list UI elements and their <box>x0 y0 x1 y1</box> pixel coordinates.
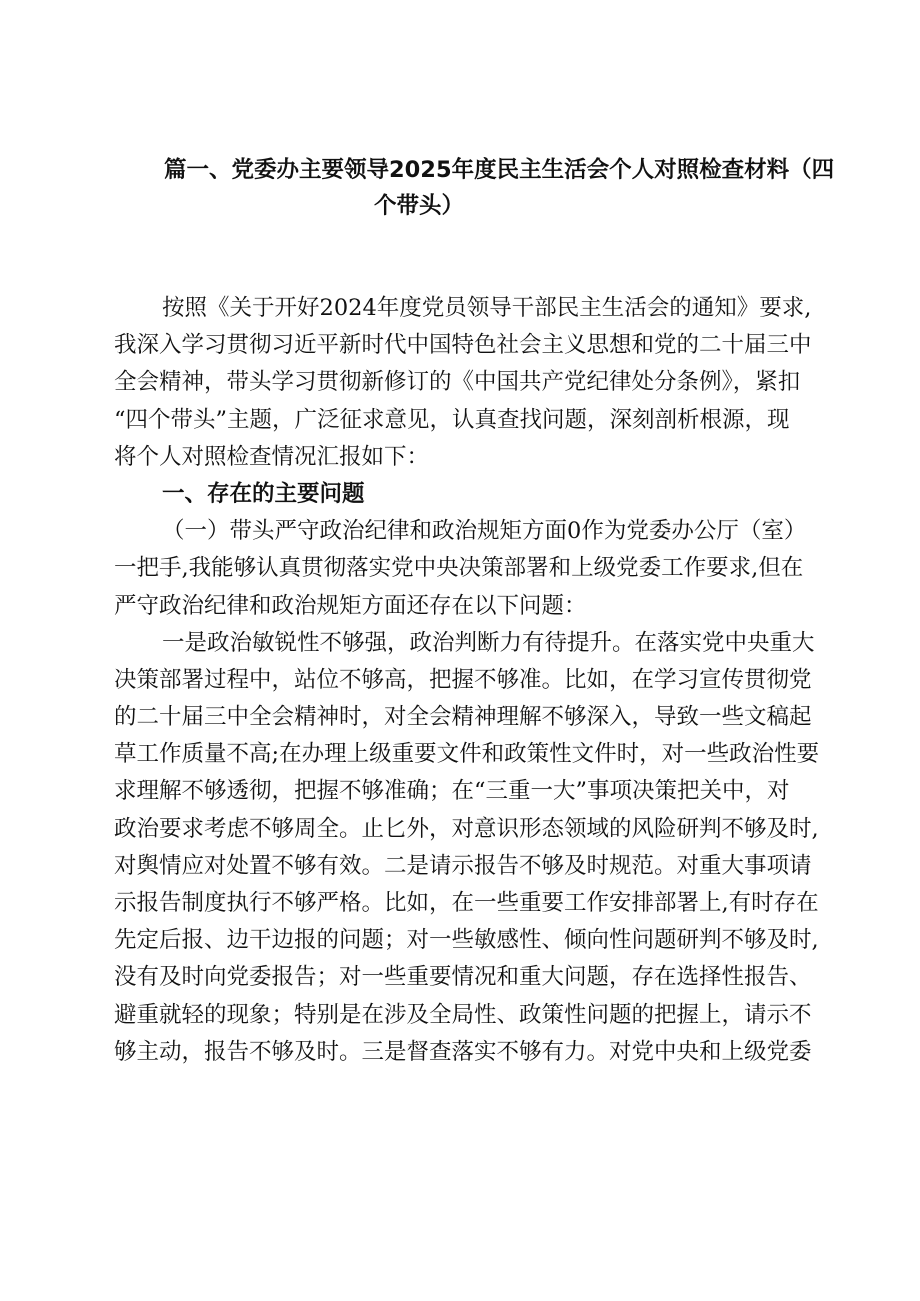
body-paragraph-line: 没有及时向党委报告；对一些重要情况和重大问题，存在选择性报告、 <box>114 964 812 991</box>
title-line-1: 篇一、党委办主要领导2025年度民主生活会个人对照检查材料（四 <box>164 157 835 183</box>
document-body <box>114 290 834 1071</box>
body-paragraph-line: 草工作质量不高;在办理上级重要文件和政策性文件时，对一些政治性要 <box>114 741 820 768</box>
body-paragraph-line: 我深入学习贯彻习近平新时代中国特色社会主义思想和党的二十届三中 <box>114 332 812 359</box>
body-paragraph-line: 将个人对照检查情况汇报如下： <box>114 443 430 470</box>
body-paragraph-line: 避重就轻的现象；特别是在涉及全局性、政策性问题的把握上，请示不 <box>114 1001 812 1028</box>
body-paragraph-line: 求理解不够透彻，把握不够准确；在“三重一大”事项决策把关中，对 <box>114 778 790 805</box>
body-paragraph-line: 按照《关于开好2024年度党员领导干部民主生活会的通知》要求, <box>162 295 812 321</box>
body-paragraph-line: 决策部署过程中，站位不够高，把握不够准。比如，在学习宣传贯彻党 <box>114 666 812 693</box>
body-paragraph-line: 全会精神，带头学习贯彻新修订的《中国共产党纪律处分条例》，紧扣 <box>114 369 801 396</box>
body-paragraph-line: 先定后报、边干边报的问题；对一些敏感性、倾向性问题研判不够及时, <box>114 927 819 954</box>
body-paragraph-line: 一把手,我能够认真贯彻落实党中央决策部署和上级党委工作要求,但在 <box>114 555 804 582</box>
body-paragraph-line: （一）带头严守政治纪律和政治规矩方面0作为党委办公厅（室） <box>162 518 807 545</box>
body-paragraph-line: 的二十届三中全会精神时，对全会精神理解不够深入，导致一些文稿起 <box>114 704 812 731</box>
body-paragraph-line: 政治要求考虑不够周全。止匕外，对意识形态领域的风险研判不够及时, <box>114 815 819 842</box>
body-paragraph-line: “四个带头”主题，广泛征求意见，认真查找问题，深刻剖析根源，现 <box>114 406 790 433</box>
document-title <box>150 152 850 224</box>
body-paragraph-line: 严守政治纪律和政治规矩方面还存在以下问题： <box>114 592 587 619</box>
title-line-2: 个带头） <box>374 193 465 219</box>
body-paragraph-line: 对舆情应对处置不够有效。二是请示报告不够及时规范。对重大事项请 <box>114 852 812 879</box>
section-heading: 一、存在的主要问题 <box>162 480 365 507</box>
body-paragraph-line: 一是政治敏锐性不够强，政治判断力有待提升。在落实党中央重大 <box>162 629 815 656</box>
body-paragraph-line: 够主动，报告不够及时。三是督查落实不够有力。对党中央和上级党委 <box>114 1038 812 1065</box>
body-paragraph-line: 示报告制度执行不够严格。比如，在一些重要工作安排部署上,有时存在 <box>114 890 819 916</box>
